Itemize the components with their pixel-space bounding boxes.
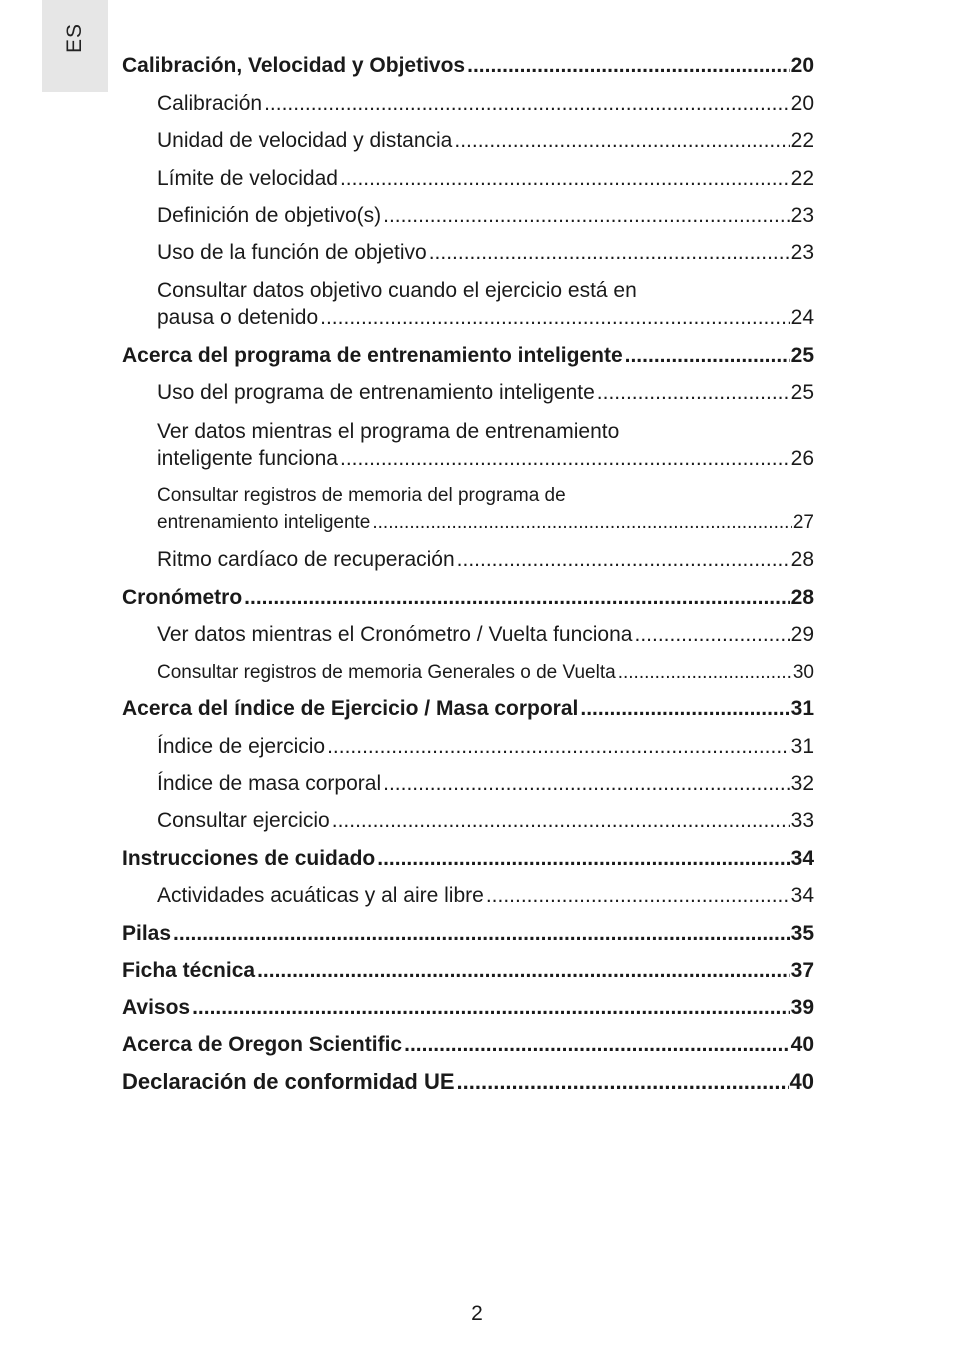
toc-entry-page: 28 [790,548,814,571]
toc-entry-title: Ritmo cardíaco de recuperación [157,548,455,571]
toc-leader-dots [244,584,789,611]
toc-entry-page: 30 [792,662,814,683]
toc-leader-dots [404,1031,790,1058]
toc-entry-page: 34 [790,847,814,870]
toc-entry-page: 26 [790,447,814,470]
toc-entry[interactable] [157,733,814,760]
toc-entry[interactable] [157,807,814,834]
toc-entry[interactable] [157,239,814,266]
toc-entry-title: Unidad de velocidad y distancia [157,129,453,152]
toc-entry-page: 32 [790,772,814,795]
toc-entry[interactable] [157,482,814,536]
toc-entry[interactable] [122,52,814,79]
toc-entry[interactable] [157,379,814,406]
toc-leader-dots [429,239,790,266]
toc-entry[interactable] [157,546,814,573]
toc-leader-dots [383,770,790,797]
toc-entry[interactable] [122,342,814,369]
toc-entry-title: Límite de velocidad [157,167,338,190]
toc-leader-dots [486,882,790,909]
toc-leader-dots [340,165,790,192]
toc-entry-page: 25 [790,381,814,404]
toc-entry[interactable] [157,659,814,686]
toc-entry-title-line1: Ver datos mientras el programa de entrenamiento [157,420,620,443]
toc-entry-title: Índice de ejercicio [157,735,326,758]
toc-entry-page: 34 [790,884,814,907]
toc-entry[interactable] [157,277,814,331]
toc-entry-page: 23 [790,241,814,264]
language-tab-label: ES [63,22,86,54]
toc-entry-title: Pilas [122,922,172,945]
toc-entry[interactable] [157,770,814,797]
toc-leader-dots [173,920,790,947]
toc-leader-dots [383,202,790,229]
toc-entry-title: Uso del programa de entrenamiento inteligente [157,381,595,404]
toc-entry-title: Ficha técnica [122,959,256,982]
toc-entry-title: Ver datos mientras el Cronómetro / Vuelta funciona [157,623,633,646]
toc-entry-title: entrenamiento inteligente [157,512,371,533]
toc-entry-page: 35 [790,922,814,945]
toc-leader-dots [625,342,790,369]
toc-entry-page: 23 [790,204,814,227]
toc-entry-title: Actividades acuáticas y al aire libre [157,884,484,907]
toc-entry-page: 31 [790,697,814,720]
toc-leader-dots [372,509,791,536]
toc-leader-dots [377,845,789,872]
toc-entry-page: 39 [790,996,814,1019]
toc-entry-title: Avisos [122,996,191,1019]
toc-leader-dots [320,304,790,331]
toc-entry-title: pausa o detenido [157,306,319,329]
toc-entry-page: 24 [790,306,814,329]
language-tab [42,0,108,92]
toc-entry-page: 25 [790,344,814,367]
toc-entry-title-line1: Consultar registros de memoria del programa de [157,485,566,506]
toc-entry-title: Definición de objetivo(s) [157,204,382,227]
toc-leader-dots [340,445,790,472]
toc-leader-dots [257,957,790,984]
toc-entry-page: 28 [790,586,814,609]
toc-entry[interactable] [122,845,814,872]
toc-leader-dots [454,127,789,154]
toc-entry[interactable] [157,882,814,909]
toc-entry-title: Acerca de Oregon Scientific [122,1033,403,1056]
toc-entry-page: 20 [790,92,814,115]
toc-entry-title-line1: Consultar datos objetivo cuando el ejercicio está en [157,279,637,302]
toc-entry-page: 27 [792,512,814,533]
toc-entry-page: 22 [790,129,814,152]
toc-entry-title: inteligente funciona [157,447,338,470]
toc-entry-page: 22 [790,167,814,190]
toc-entry[interactable] [157,127,814,154]
toc-entry-title: Uso de la función de objetivo [157,241,427,264]
toc-entry[interactable] [122,695,814,722]
toc-entry[interactable] [122,584,814,611]
toc-entry[interactable] [157,621,814,648]
toc-entry-page: 37 [790,959,814,982]
toc-entry[interactable] [157,165,814,192]
toc-entry-page: 40 [789,1069,814,1094]
toc-entry-title: Instrucciones de cuidado [122,847,376,870]
toc-entry-title: Acerca del índice de Ejercicio / Masa corporal [122,697,579,720]
toc-leader-dots [467,52,790,79]
toc-entry-page: 40 [790,1033,814,1056]
toc-leader-dots [618,659,792,686]
toc-leader-dots [634,621,789,648]
toc-entry-title: Cronómetro [122,586,243,609]
toc-leader-dots [597,379,790,406]
page-number: 2 [471,1302,483,1325]
toc-leader-dots [264,90,790,117]
toc-entry-page: 33 [790,809,814,832]
toc-entry-title: Calibración, Velocidad y Objetivos [122,54,466,77]
toc-entry[interactable] [157,202,814,229]
toc-entry-page: 29 [790,623,814,646]
toc-entry-title: Índice de masa corporal [157,772,382,795]
toc-entry-title: Consultar ejercicio [157,809,330,832]
toc-leader-dots [327,733,790,760]
toc-entry-title: Declaración de conformidad UE [122,1069,455,1094]
toc-leader-dots [580,695,789,722]
toc-entry[interactable] [157,90,814,117]
toc-entry-title: Acerca del programa de entrenamiento inteligente [122,344,623,367]
toc-leader-dots [457,1068,789,1095]
toc-entry[interactable] [122,994,814,1021]
toc-leader-dots [192,994,790,1021]
toc-leader-dots [457,546,790,573]
toc-entry-title: Consultar registros de memoria Generales o de Vuelta [157,662,616,683]
toc-entry[interactable] [122,957,814,984]
toc-entry-title: Calibración [157,92,263,115]
toc-entry[interactable] [122,1031,814,1058]
toc-leader-dots [332,807,790,834]
toc-entry[interactable] [122,1068,814,1095]
toc-entry[interactable] [157,418,814,472]
toc-entry[interactable] [122,920,814,947]
toc-entry-page: 20 [790,54,814,77]
toc-entry-page: 31 [790,735,814,758]
